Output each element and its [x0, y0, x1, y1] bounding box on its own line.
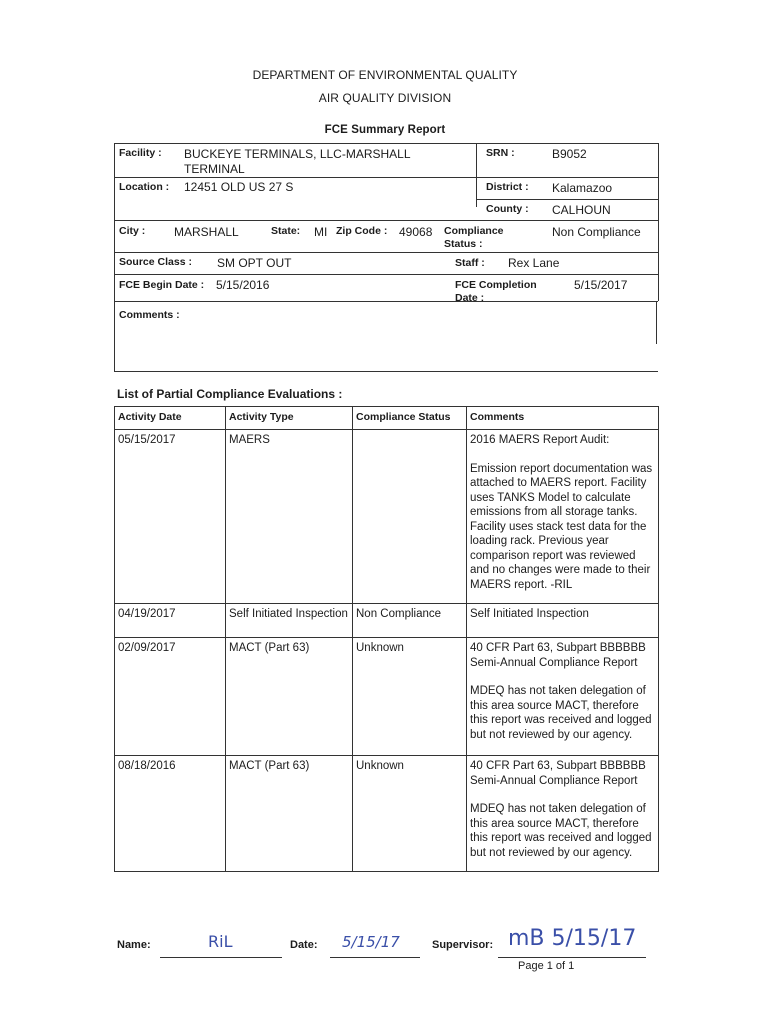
staff-value: Rex Lane: [508, 256, 560, 270]
row-comments: [467, 604, 659, 638]
row-activity-type: MACT (Part 63): [226, 756, 353, 872]
state-label: State:: [271, 225, 301, 237]
comment-detail: Emission report documentation was attached to MAERS report. Facility uses TANKS Model to calculate emissions from all storage tanks. Facility uses stack test data for the loading rack. Previous year comparison report was reviewed and no changes were made to their MAERS report. -RIL: [470, 462, 653, 591]
facility-name-line1: BUCKEYE TERMINALS, LLC-MARSHALL: [184, 147, 411, 161]
name-signature: RiL: [208, 932, 233, 951]
source-row-border: [114, 274, 658, 275]
compliance-status-value: Non Compliance: [552, 225, 641, 239]
page-number: Page 1 of 1: [518, 960, 575, 972]
fce-begin-label: FCE Begin Date :: [119, 279, 205, 291]
table-row: [115, 756, 659, 872]
name-label: Name:: [117, 939, 151, 951]
box-top-border: [114, 143, 658, 144]
department-heading: DEPARTMENT OF ENVIRONMENTAL QUALITY: [252, 68, 518, 82]
zip-value: 49068: [399, 225, 433, 239]
col-activity-date: Activity Date: [115, 407, 226, 430]
comment-detail: MDEQ has not taken delegation of this area source MACT, therefore this report was received and logged but not reviewed by our agency.: [470, 803, 652, 859]
compliance-label-line1: Compliance: [444, 225, 504, 237]
fce-completion-value: 5/15/2017: [574, 278, 628, 292]
supervisor-signature-line: [498, 957, 646, 958]
district-row-border: [476, 199, 658, 200]
fce-begin-value: 5/15/2016: [216, 278, 270, 292]
pce-table: [114, 406, 659, 872]
comment-detail: MDEQ has not taken delegation of this area source MACT, therefore this report was received and logged but not reviewed by our agency.: [470, 685, 652, 741]
zip-label: Zip Code :: [336, 225, 388, 237]
comments-bottom-border: [114, 371, 658, 372]
row-activity-date: 02/09/2017: [115, 638, 226, 756]
row-activity-type: Self Initiated Inspection: [226, 604, 353, 638]
row-activity-date: 04/19/2017: [115, 604, 226, 638]
comment-line: Self Initiated Inspection: [470, 608, 589, 620]
fce-completion-label-line1: FCE Completion: [455, 279, 537, 291]
name-signature-line: [160, 957, 282, 958]
col-comments: Comments: [467, 407, 659, 430]
facility-name-line2: TERMINAL: [184, 162, 245, 176]
row-comments: [467, 638, 659, 756]
source-class-value: SM OPT OUT: [217, 256, 292, 270]
table-row: [115, 430, 659, 604]
location-value: 12451 OLD US 27 S: [184, 180, 294, 194]
facility-row-border: [114, 177, 476, 178]
srn-label: SRN :: [486, 147, 515, 159]
city-label: City :: [119, 225, 146, 237]
row-activity-type: MAERS: [226, 430, 353, 604]
division-heading: AIR QUALITY DIVISION: [318, 91, 452, 105]
location-label: Location :: [119, 181, 170, 193]
county-value: CALHOUN: [552, 203, 611, 217]
box-right-border: [658, 143, 659, 301]
row-compliance-status: Unknown: [353, 756, 467, 872]
comments-left-border: [114, 301, 115, 371]
row-activity-date: 08/18/2016: [115, 756, 226, 872]
row-comments: [467, 430, 659, 604]
pce-header-row: [115, 407, 659, 430]
row-compliance-status: Unknown: [353, 638, 467, 756]
staff-label: Staff :: [455, 257, 485, 269]
fce-row-border: [114, 301, 658, 302]
district-value: Kalamazoo: [552, 181, 613, 195]
facility-label: Facility :: [119, 147, 162, 159]
compliance-label-line2: Status :: [444, 238, 483, 250]
col-compliance-status: Compliance Status: [353, 407, 467, 430]
comment-line: 2016 MAERS Report Audit:: [470, 434, 610, 446]
row-activity-type: MACT (Part 63): [226, 638, 353, 756]
comments-right-border: [656, 301, 657, 344]
report-title: FCE Summary Report: [324, 124, 446, 136]
source-class-label: Source Class :: [119, 256, 192, 268]
state-value: MI: [314, 225, 328, 239]
col-activity-type: Activity Type: [226, 407, 353, 430]
county-label: County :: [486, 203, 529, 215]
date-signature-line: [330, 957, 420, 958]
srn-value: B9052: [552, 147, 587, 161]
district-label: District :: [486, 181, 529, 193]
box-left-border: [114, 143, 115, 301]
pce-list-title: List of Partial Compliance Evaluations :: [117, 387, 343, 401]
fce-completion-label-line2: Date :: [455, 292, 485, 304]
row-compliance-status: Non Compliance: [353, 604, 467, 638]
row-activity-date: 05/15/2017: [115, 430, 226, 604]
srn-row-border: [476, 177, 658, 178]
table-row: [115, 604, 659, 638]
city-row-border: [114, 252, 658, 253]
comment-line: 40 CFR Part 63, Subpart BBBBBB Semi-Annual Compliance Report: [470, 760, 646, 787]
city-value: MARSHALL: [174, 225, 239, 239]
date-label: Date:: [290, 939, 318, 951]
comments-label: Comments :: [119, 309, 180, 321]
row-comments: [467, 756, 659, 872]
date-signature: 5/15/17: [342, 933, 400, 951]
row-compliance-status: [353, 430, 467, 604]
supervisor-label: Supervisor:: [432, 939, 494, 951]
county-row-border: [114, 220, 658, 221]
comment-line: 40 CFR Part 63, Subpart BBBBBB Semi-Annual Compliance Report: [470, 642, 646, 669]
table-row: [115, 638, 659, 756]
box-inner-divider: [476, 143, 477, 207]
supervisor-signature: mB 5/15/17: [508, 926, 637, 951]
